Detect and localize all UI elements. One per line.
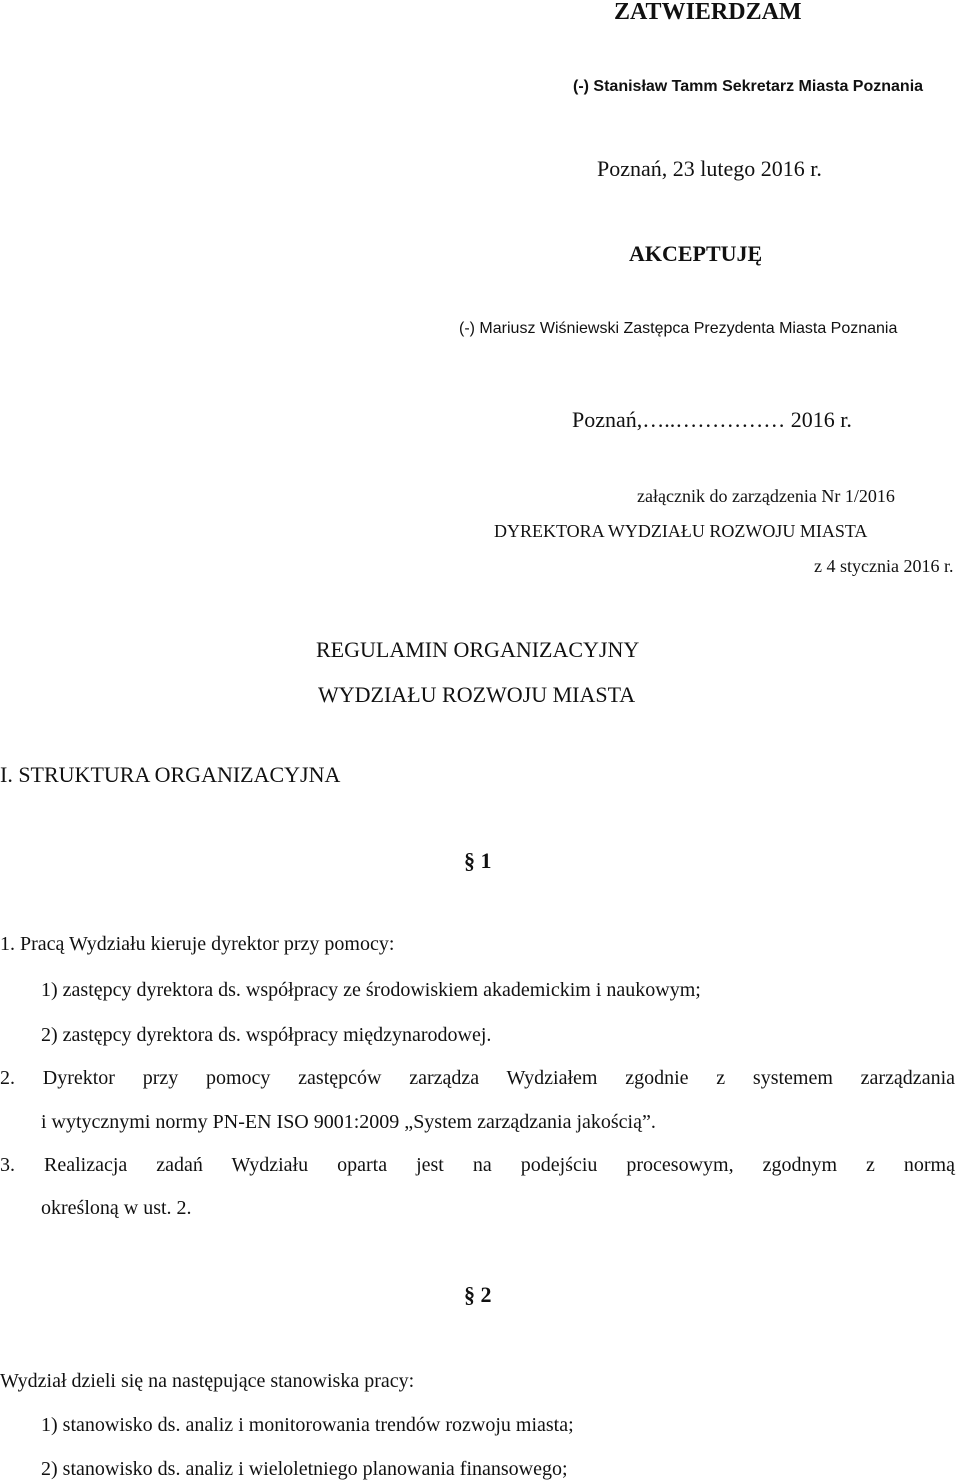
approve-date: Poznań, 23 lutego 2016 r.: [597, 156, 822, 181]
p1-subitem-2: 2) zastępcy dyrektora ds. współpracy międzynarodowej.: [41, 1024, 492, 1046]
p2-item-2: 2) stanowisko ds. analiz i wieloletniego planowania finansowego;: [41, 1458, 568, 1480]
approve-signature: (-) Stanisław Tamm Sekretarz Miasta Poznania: [573, 78, 924, 95]
annex-line-3: z 4 stycznia 2016 r.: [814, 556, 954, 576]
paragraph-2-heading: § 2: [464, 1282, 492, 1307]
p1-item-2-line-2: i wytycznymi normy PN-EN ISO 9001:2009 „System zarządzania jakością”.: [41, 1111, 656, 1133]
accept-date-suffix: 2016 r.: [785, 407, 852, 432]
accept-date: [572, 409, 852, 431]
p2-item-1: 1) stanowisko ds. analiz i monitorowania trendów rozwoju miasta;: [41, 1414, 574, 1436]
p2-intro: Wydział dzieli się na następujące stanowiska pracy:: [0, 1370, 415, 1392]
annex-line-2: DYREKTORA WYDZIAŁU ROZWOJU MIASTA: [494, 521, 868, 541]
accept-title: AKCEPTUJĘ: [629, 241, 763, 266]
accept-date-prefix: Poznań,…..: [572, 407, 676, 432]
p1-item-3-line-1: 3. Realizacja zadań Wydziału oparta jest na podejściu procesowym, zgodnym z normą: [0, 1154, 955, 1176]
p1-item-1: 1. Pracą Wydziału kieruje dyrektor przy pomocy:: [0, 933, 395, 955]
section-heading: I. STRUKTURA ORGANIZACYJNA: [0, 762, 341, 787]
accept-date-blank: ……………: [675, 407, 786, 432]
paragraph-1-heading: § 1: [464, 848, 492, 873]
accept-signature: (-) Mariusz Wiśniewski Zastępca Prezydenta Miasta Poznania: [459, 320, 898, 337]
annex-line-1: załącznik do zarządzenia Nr 1/2016: [637, 486, 895, 506]
p1-item-3-line-2: określoną w ust. 2.: [41, 1197, 192, 1219]
p1-item-2-line-1: 2. Dyrektor przy pomocy zastępców zarządza Wydziałem zgodnie z systemem zarządzania: [0, 1067, 955, 1089]
document-title-line-2: WYDZIAŁU ROZWOJU MIASTA: [318, 682, 636, 707]
p1-subitem-1: 1) zastępcy dyrektora ds. współpracy ze środowiskiem akademickim i naukowym;: [41, 979, 701, 1001]
approve-title: ZATWIERDZAM: [614, 0, 802, 25]
document-title-line-1: REGULAMIN ORGANIZACYJNY: [316, 637, 640, 662]
